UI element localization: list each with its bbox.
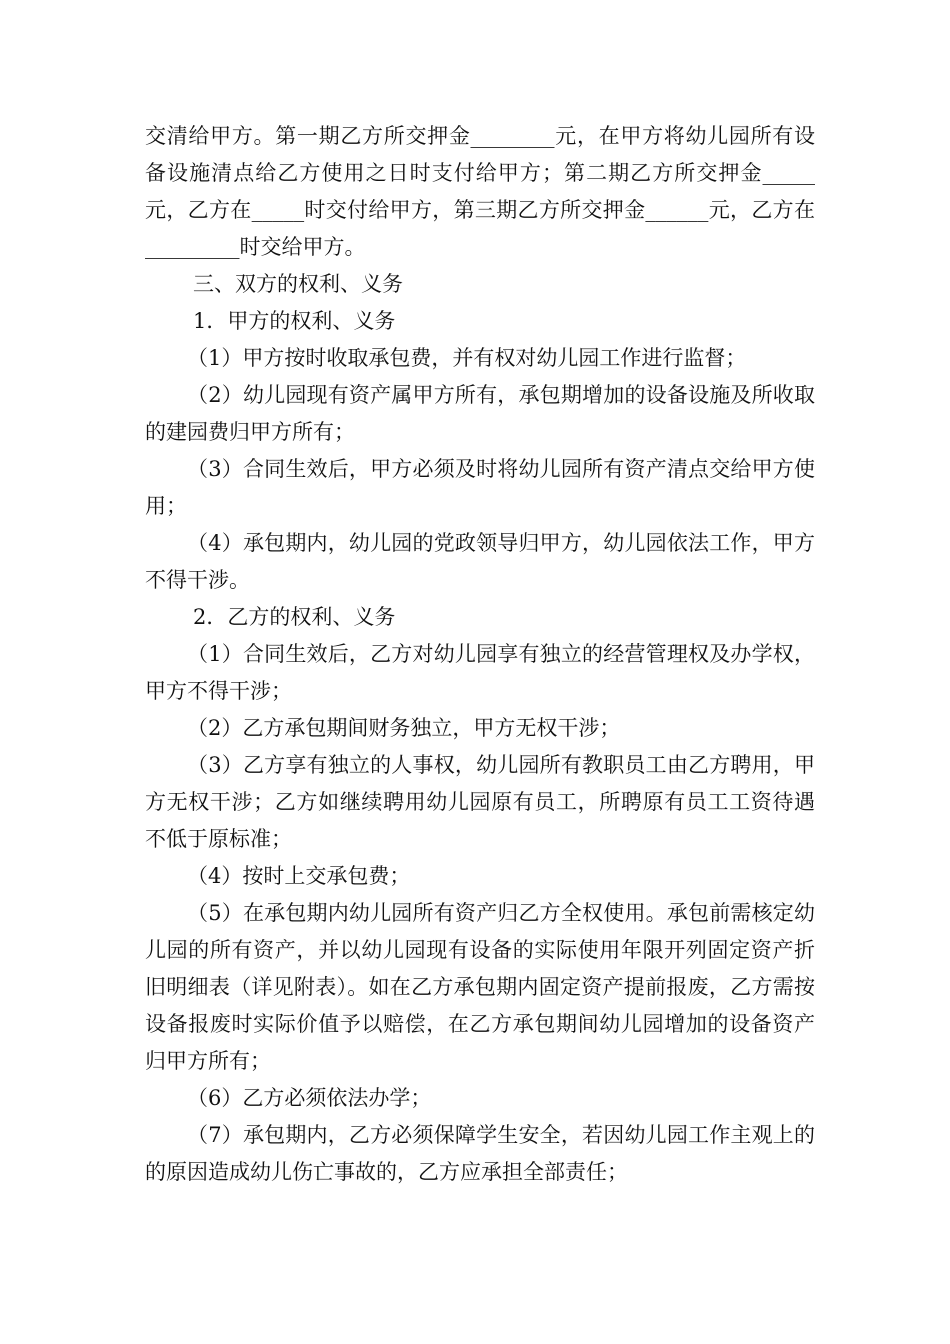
party-b-item-2: （2）乙方承包期间财务独立，甲方无权干涉； xyxy=(187,716,621,740)
document-body xyxy=(145,118,815,1191)
party-a-item-1: （1）甲方按时收取承包费，并有权对幼儿园工作进行监督； xyxy=(187,346,747,370)
subheading-party-b: 2．乙方的权利、义务 xyxy=(193,605,396,629)
paragraph-deposit-terms: 交清给甲方。第一期乙方所交押金________元，在甲方将幼儿园所有设备设施清点给乙方使用之日时支付给甲方；第二期乙方所交押金_____元，乙方在_____时交付给甲方，第三期乙方所交押金______元，乙方在 _________时交给甲方。 xyxy=(145,124,815,259)
party-b-item-4: （4）按时上交承包费； xyxy=(187,864,411,888)
party-b-item-6: （6）乙方必须依法办学； xyxy=(187,1086,432,1110)
section-heading-rights-obligations: 三、双方的权利、义务 xyxy=(193,272,403,296)
party-b-item-3: （3）乙方享有独立的人事权，幼儿园所有教职员工由乙方聘用，甲方无权干涉；乙方如继续聘用幼儿园原有员工，所聘原有员工工资待遇不低于原标准； xyxy=(145,753,815,851)
party-b-item-7: （7）承包期内，乙方必须保障学生安全，若因幼儿园工作主观上的的原因造成幼儿伤亡事故的，乙方应承担全部责任； xyxy=(145,1123,815,1184)
party-a-item-2: （2）幼儿园现有资产属甲方所有，承包期增加的设备设施及所收取的建园费归甲方所有； xyxy=(145,383,815,444)
party-a-item-3: （3）合同生效后，甲方必须及时将幼儿园所有资产清点交给甲方使用； xyxy=(145,457,815,518)
party-a-item-4: （4）承包期内，幼儿园的党政领导归甲方，幼儿园依法工作，甲方不得干涉。 xyxy=(145,531,815,592)
subheading-party-a: 1．甲方的权利、义务 xyxy=(193,309,396,333)
party-b-item-1: （1）合同生效后，乙方对幼儿园享有独立的经营管理权及办学权，甲方不得干涉； xyxy=(145,642,815,703)
party-b-item-5: （5）在承包期内幼儿园所有资产归乙方全权使用。承包前需核定幼儿园的所有资产，并以幼儿园现有设备的实际使用年限开列固定资产折旧明细表（详见附表）。如在乙方承包期内固定资产提前报废，乙方需按设备报废时实际价值予以赔偿，在乙方承包期间幼儿园增加的设备资产归甲方所有； xyxy=(145,901,815,1073)
